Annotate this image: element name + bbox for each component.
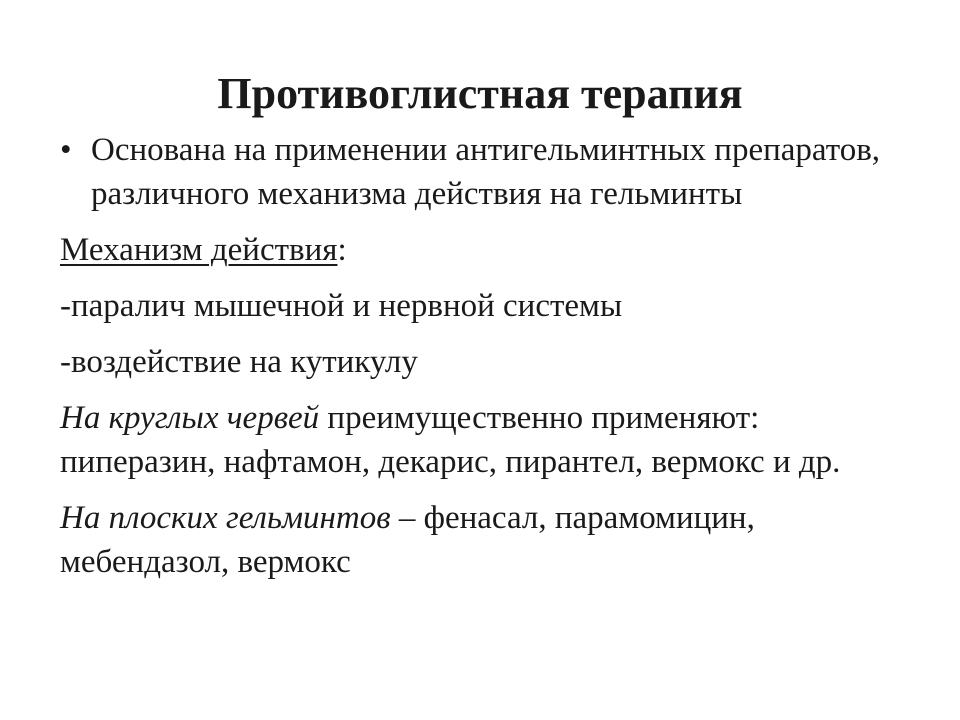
flatworms-text: – фенасал, парамомицин, мебендазол, вермокс [60, 500, 755, 580]
bullet-text: Основана на применении антигельминтных препаратов, различного механизма действия на гельминты [91, 132, 881, 212]
flatworms-paragraph [60, 496, 920, 584]
mechanism-item-paralysis: -паралич мышечной и нервной системы [60, 288, 623, 324]
roundworms-label: На круглых червей [60, 400, 320, 436]
slide-title: Противоглистная терапия [217, 69, 743, 118]
mechanism-colon: : [337, 232, 347, 268]
mechanism-item-cuticle: -воздействие на кутикулу [60, 344, 418, 380]
bullet-item [60, 128, 920, 216]
roundworms-text: преимущественно применяют: пиперазин, нафтамон, декарис, пирантел, вермокс и др. [60, 400, 841, 480]
roundworms-paragraph [60, 396, 920, 484]
mechanism-heading-line [60, 228, 920, 272]
bullet-icon: • [60, 132, 72, 168]
mechanism-heading: Механизм действия [60, 232, 338, 268]
flatworms-label: На плоских гельминтов [60, 500, 391, 536]
slide-body [60, 128, 920, 596]
